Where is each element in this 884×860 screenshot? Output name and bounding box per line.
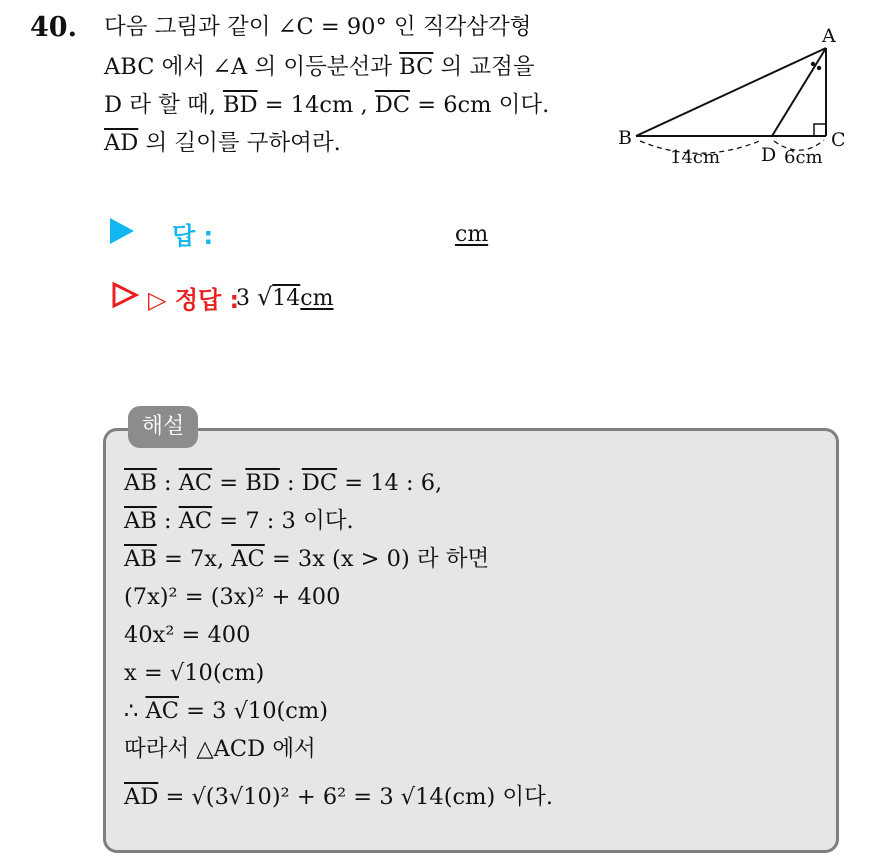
answer-unit[interactable]: cm <box>455 222 489 247</box>
question-line-2: ABC 에서 ∠A 의 이등분선과 $\overline{BC}$ 의 교점을 <box>104 54 535 80</box>
segment-ad: $\overline{AD}$ <box>104 130 139 156</box>
angle-dot-1 <box>811 62 815 66</box>
solution-line-7: ∴ $\overline{AC} = 3$ √10(cm) <box>124 698 329 724</box>
segment-bc: $\overline{BC}$ <box>399 54 434 80</box>
question-number: 40. <box>30 12 77 43</box>
key-label: ▷ 정답 : <box>148 286 240 314</box>
solution-line-9: $\overline{AD} = √(3√10)^2 + 6^2 = 3$ √14(cm) 이다. <box>124 784 554 810</box>
segment-dc: $\overline{DC}$ <box>374 92 411 118</box>
question-line-3: D 라 할 때, $\overline{BD} = 14cm$ , $\overline{DC} = 6cm$ 이다. <box>104 92 550 118</box>
solution-line-8: 따라서 △ACD 에서 <box>124 736 316 762</box>
question-line-4: $\overline{AD}$ 의 길이를 구하여라. <box>104 130 341 156</box>
right-angle-mark <box>814 124 826 136</box>
label-b: B <box>618 127 632 149</box>
key-arrow-icon <box>110 280 140 314</box>
label-bd-length: 14cm <box>670 147 721 168</box>
label-a: A <box>822 25 836 47</box>
segment-bd: $\overline{BD}$ <box>223 92 258 118</box>
solution-line-6: x = √10(cm) <box>124 660 265 686</box>
answer-label: 답 : <box>172 222 214 250</box>
solution-tab: 해설 <box>128 406 198 448</box>
triangle-diagram <box>610 18 860 183</box>
solution-line-1: $\overline{AB}$ : $\overline{AC} = \overline{BD}$ : $\overline{DC} = 14$ : 6, <box>124 470 443 496</box>
label-c: C <box>831 129 846 151</box>
key-value: 3 √14cm <box>236 283 334 311</box>
side-ab <box>636 48 826 136</box>
question-line-1: 다음 그림과 같이 ∠C = 90° 인 직각삼각형 <box>104 14 532 40</box>
solution-line-3: $\overline{AB} = 7x$, $\overline{AC} = 3x$ (x > 0) 라 하면 <box>124 546 490 572</box>
angle-dot-2 <box>817 66 821 70</box>
answer-play-icon <box>110 218 134 244</box>
label-dc-length: 6cm <box>784 147 823 168</box>
solution-line-4: (7x)² = (3x)² + 400 <box>124 584 341 610</box>
solution-line-5: 40x² = 400 <box>124 622 251 648</box>
label-d: D <box>761 144 777 166</box>
solution-line-2: $\overline{AB}$ : $\overline{AC} = 7$ : 3 이다. <box>124 508 354 534</box>
